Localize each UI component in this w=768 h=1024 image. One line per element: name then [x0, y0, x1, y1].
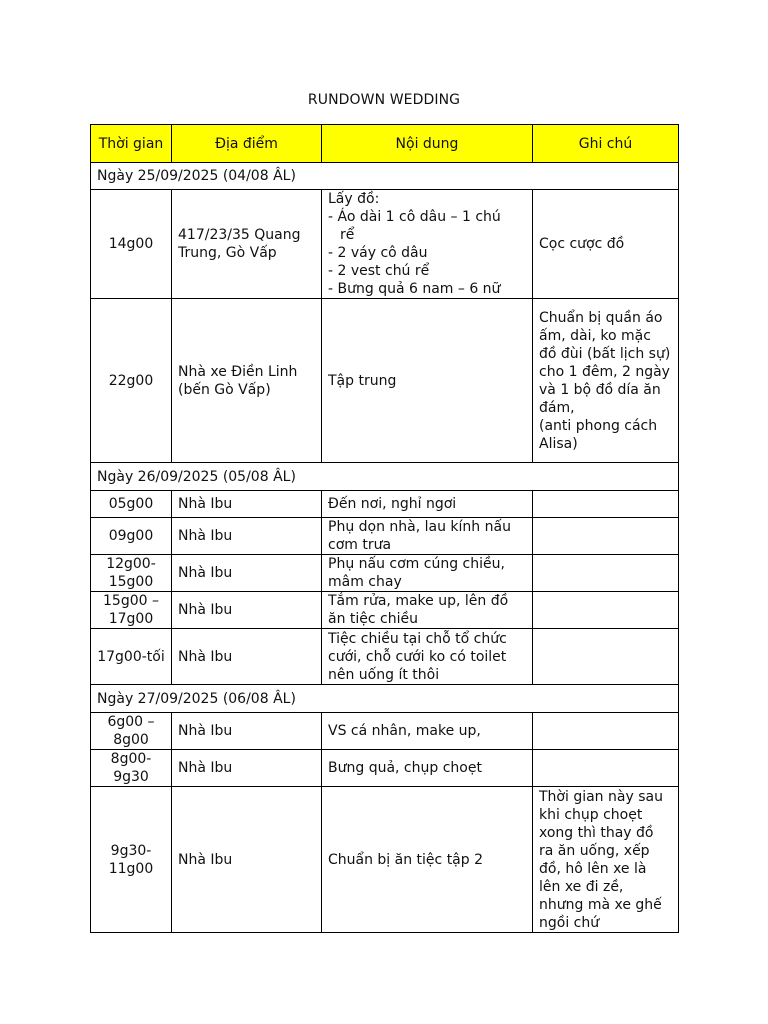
- content-cell: Đến nơi, nghỉ ngơi: [322, 491, 533, 518]
- place-cell: Nhà Ibu: [172, 750, 322, 787]
- header-time: Thời gian: [91, 125, 172, 163]
- note-cell: [533, 518, 679, 555]
- place-cell: Nhà xe Điền Linh (bến Gò Vấp): [172, 299, 322, 463]
- note-text: Chuẩn bị quần áo ấm, dài, ko mặc đồ đùi (bất lịch sự) cho 1 đêm, 2 ngày và 1 bộ đồ día ăn đám,: [539, 309, 671, 416]
- place-cell: Nhà Ibu: [172, 629, 322, 685]
- content-cell: Phụ nấu cơm cúng chiều, mâm chay: [322, 555, 533, 592]
- content-line: - Bưng quả 6 nam – 6 nữ: [328, 281, 501, 297]
- table-row: [91, 592, 679, 629]
- place-cell: 417/23/35 Quang Trung, Gò Vấp: [172, 190, 322, 299]
- rundown-table: [90, 124, 679, 933]
- header-place: Địa điểm: [172, 125, 322, 163]
- time-cell: 6g00 – 8g00: [91, 713, 172, 750]
- content-cell: Bưng quả, chụp choẹt: [322, 750, 533, 787]
- table-row: [91, 713, 679, 750]
- place-cell: Nhà Ibu: [172, 713, 322, 750]
- content-cell: Tập trung: [322, 299, 533, 463]
- content-cell: VS cá nhân, make up,: [322, 713, 533, 750]
- place-cell: Nhà Ibu: [172, 555, 322, 592]
- note-cell: [533, 491, 679, 518]
- day-row: [91, 685, 679, 713]
- note-cell: Thời gian này sau khi chụp choẹt xong thì thay đồ ra ăn uống, xếp đồ, hô lên xe là lên xe đi zề, nhưng mà xe ghế ngồi chứ: [533, 787, 679, 933]
- day-label: Ngày 27/09/2025 (06/08 ÂL): [91, 685, 679, 713]
- time-cell: 05g00: [91, 491, 172, 518]
- content-line: Lấy đồ:: [328, 191, 380, 207]
- time-cell: 17g00-tối: [91, 629, 172, 685]
- table-row: [91, 787, 679, 933]
- content-line: - 2 váy cô dâu: [328, 245, 428, 261]
- note-cell: [533, 629, 679, 685]
- note-cell: Cọc cược đồ: [533, 190, 679, 299]
- note-text: (anti phong cách Alisa): [539, 417, 658, 452]
- document-title: RUNDOWN WEDDING: [307, 92, 461, 108]
- note-cell: [533, 299, 679, 463]
- table-row: [91, 190, 679, 299]
- content-cell: Tiệc chiều tại chỗ tổ chức cưới, chỗ cưới ko có toilet nên uống ít thôi: [322, 629, 533, 685]
- header-row: [91, 125, 679, 163]
- note-cell: [533, 713, 679, 750]
- day-label: Ngày 26/09/2025 (05/08 ÂL): [91, 463, 679, 491]
- place-cell: Nhà Ibu: [172, 491, 322, 518]
- place-cell: Nhà Ibu: [172, 787, 322, 933]
- content-line: - Áo dài 1 cô dâu – 1 chú: [328, 209, 501, 225]
- content-cell: Chuẩn bị ăn tiệc tập 2: [322, 787, 533, 933]
- note-cell: [533, 592, 679, 629]
- note-cell: [533, 555, 679, 592]
- note-cell: [533, 750, 679, 787]
- content-cell: Tắm rửa, make up, lên đồ ăn tiệc chiều: [322, 592, 533, 629]
- content-line: - 2 vest chú rể: [328, 263, 430, 279]
- place-cell: Nhà Ibu: [172, 518, 322, 555]
- time-cell: 09g00: [91, 518, 172, 555]
- time-cell: 8g00-9g30: [91, 750, 172, 787]
- time-cell: 9g30-11g00: [91, 787, 172, 933]
- table-row: [91, 299, 679, 463]
- table-row: [91, 518, 679, 555]
- table-row: [91, 750, 679, 787]
- time-cell: 22g00: [91, 299, 172, 463]
- table-row: [91, 629, 679, 685]
- header-content: Nội dung: [322, 125, 533, 163]
- time-cell: 14g00: [91, 190, 172, 299]
- day-row: [91, 163, 679, 190]
- content-cell: Phụ dọn nhà, lau kính nấu cơm trưa: [322, 518, 533, 555]
- content-line: rể: [340, 227, 355, 243]
- content-cell: [322, 190, 533, 299]
- table-row: [91, 491, 679, 518]
- time-cell: 15g00 – 17g00: [91, 592, 172, 629]
- table-row: [91, 555, 679, 592]
- day-row: [91, 463, 679, 491]
- place-cell: Nhà Ibu: [172, 592, 322, 629]
- time-cell: 12g00-15g00: [91, 555, 172, 592]
- header-note: Ghi chú: [533, 125, 679, 163]
- day-label: Ngày 25/09/2025 (04/08 ÂL): [91, 163, 679, 190]
